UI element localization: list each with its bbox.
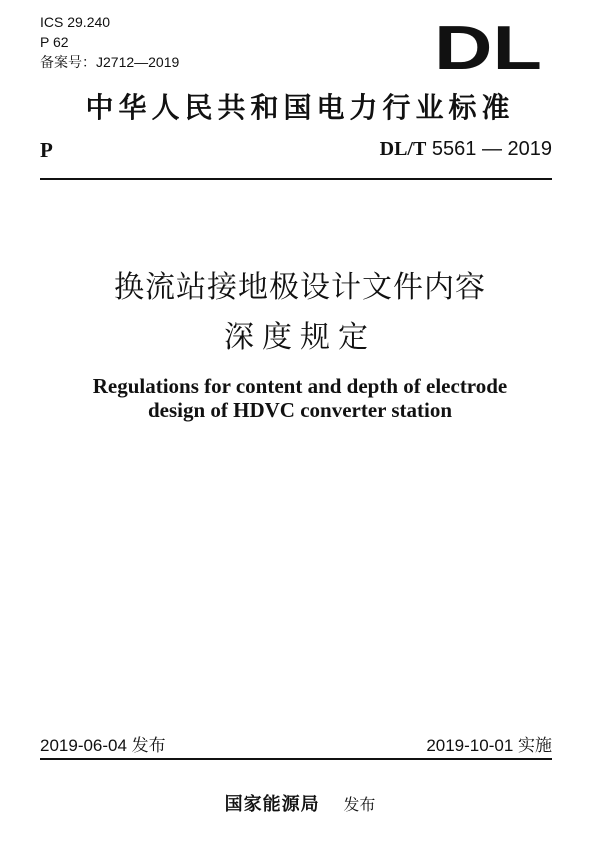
publish-date: 2019-06-04 发布: [40, 736, 166, 755]
top-divider: [40, 178, 552, 180]
bottom-divider: [40, 758, 552, 760]
dl-logo-text: DL: [434, 22, 542, 72]
filing-number: 备案号：J2712—2019: [40, 54, 180, 70]
standard-number: [380, 138, 552, 161]
chinese-title-line-1: 换流站接地极设计文件内容: [114, 270, 486, 305]
english-title-line-1: Regulations for content and depth of electrode: [92, 374, 508, 398]
chinese-title-line-2: 深度规定: [224, 320, 376, 355]
issuer-action: 发布: [343, 795, 376, 814]
classification-letter: P: [40, 138, 53, 162]
classification-meta: [40, 12, 179, 72]
issuer-line: [0, 790, 600, 816]
implementation-date: 2019-10-01 实施: [426, 736, 552, 755]
english-title-line-2: design of HDVC converter station: [147, 398, 453, 422]
standard-year-number: 5561 — 2019: [431, 138, 552, 160]
issuer-name: 国家能源局: [224, 794, 320, 815]
dl-logo-graphic: [432, 22, 544, 72]
standard-code: DL/T: [379, 138, 427, 160]
dl-logo: [432, 22, 544, 72]
ics-code: ICS 29.240: [40, 14, 111, 30]
issuing-authority-title: 中华人民共和国电力行业标准: [85, 91, 515, 124]
category-code: P 62: [40, 34, 69, 50]
